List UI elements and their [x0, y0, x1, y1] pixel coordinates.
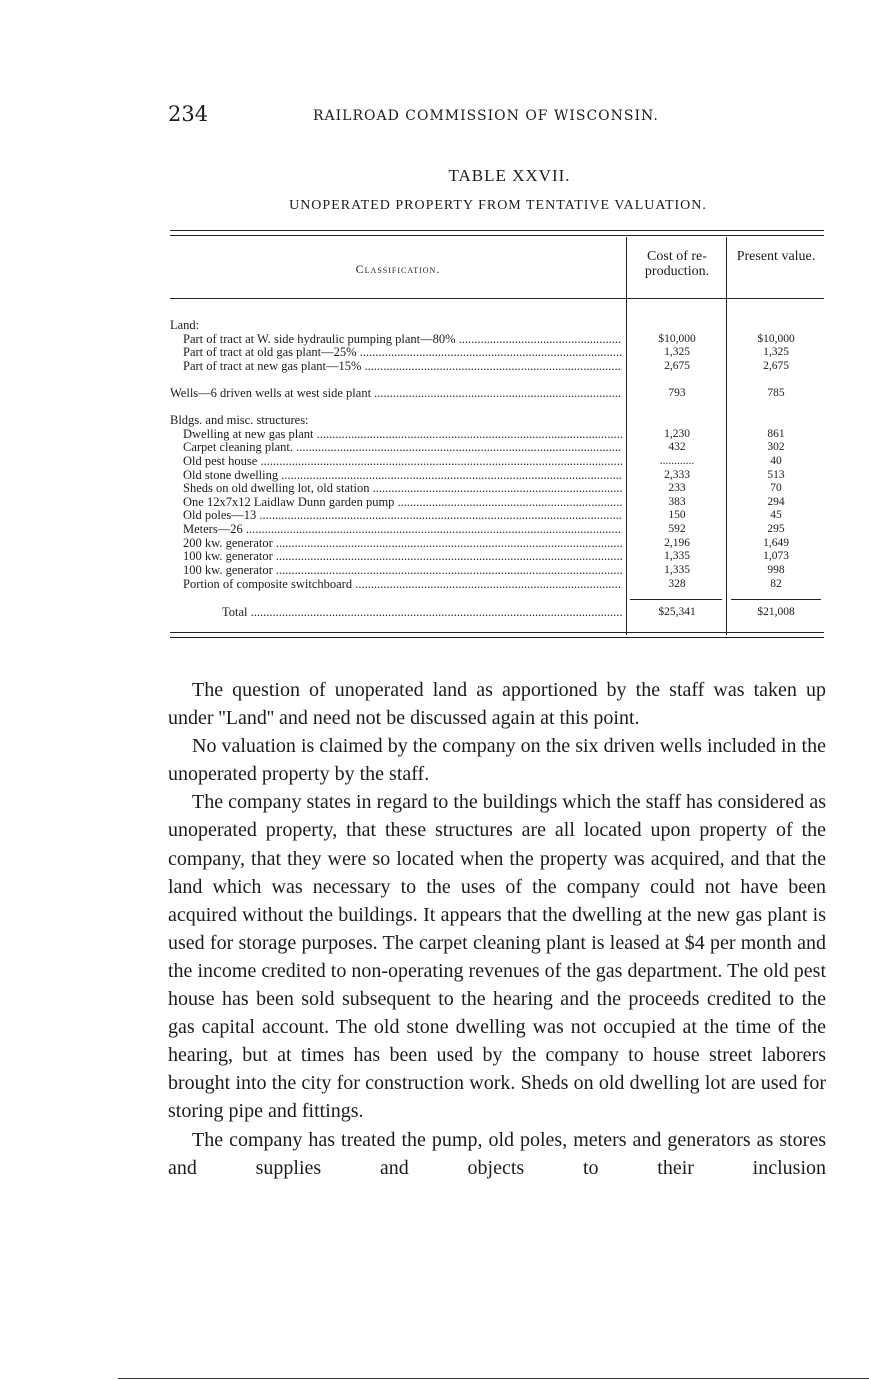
total-sum-rule-1: [630, 599, 722, 600]
body-text: [168, 676, 826, 1182]
table-row: Old pest house ..... ............ 40: [170, 455, 824, 469]
table-top-rule: [170, 230, 824, 231]
footer-rule: [118, 1378, 869, 1379]
table-row: Wells—6 driven wells at west side plant ..... 793 785: [170, 387, 824, 401]
header-present-value: Present value.: [736, 249, 816, 264]
total-group: [170, 606, 824, 620]
table-row: Meters—26 ..... 592 295: [170, 523, 824, 537]
table-subtitle: UNOPERATED PROPERTY FROM TENTATIVE VALUATION.: [289, 198, 707, 213]
paragraph: The question of unoperated land as apportioned by the staff was taken up under ''Land'' and need not be discussed again at this point.: [168, 679, 826, 730]
buildings-group: [170, 414, 824, 591]
page-number: 234: [168, 102, 209, 126]
paragraph: No valuation is claimed by the company on the six driven wells included in the unoperated property by the staff.: [168, 735, 826, 786]
table-row: Old stone dwelling ..... 2,333 513: [170, 469, 824, 483]
paragraph: The company has treated the pump, old poles, meters and generators as stores and supplies and objects to their inclusion: [168, 1128, 826, 1179]
header-cost-of-reproduction: Cost of re-production.: [644, 249, 710, 279]
running-head: RAILROAD COMMISSION OF WISCONSIN.: [313, 108, 659, 124]
table-row: Portion of composite switchboard ..... 328 82: [170, 578, 824, 592]
wells-group: [170, 387, 824, 401]
table-title: TABLE XXVII.: [448, 166, 571, 185]
page-header: [168, 102, 828, 132]
table-row: 200 kw. generator ..... 2,196 1,649: [170, 537, 824, 551]
table-row: Part of tract at W. side hydraulic pumping plant—80% ..... $10,000 $10,000: [170, 333, 824, 347]
header-classification: Classification.: [355, 262, 441, 276]
table-row: Part of tract at old gas plant—25% ..... 1,325 1,325: [170, 346, 824, 360]
table-top-rule-2: [170, 235, 824, 236]
total-row: Total ..... $25,341 $21,008: [170, 606, 824, 620]
table-bottom-rule-2: [170, 637, 824, 638]
land-group: [170, 319, 824, 374]
table-row: Old poles—13 ..... 150 45: [170, 509, 824, 523]
table-row: Sheds on old dwelling lot, old station ..... 233 70: [170, 482, 824, 496]
table-row: One 12x7x12 Laidlaw Dunn garden pump ..... 383 294: [170, 496, 824, 510]
table-row: 100 kw. generator ..... 1,335 1,073: [170, 550, 824, 564]
table-row: Part of tract at new gas plant—15% ..... 2,675 2,675: [170, 360, 824, 374]
table-row: 100 kw. generator ..... 1,335 998: [170, 564, 824, 578]
table-row: Land:: [170, 319, 200, 332]
paragraph: The company states in regard to the buildings which the staff has considered as unoperated property, that these structures are all located upon property of the company, that they were so located when the property was acquired, and that the land which was necessary to the uses of the company could not have been acquired without the buildings. It appears that the dwelling at the new gas plant is used for storage purposes. The carpet cleaning plant is leased at $4 per month and the income credited to non-operating revenues of the gas department. The old pest house has been sold subsequent to the hearing and the proceeds credited to the gas capital account. The old stone dwelling was not occupied at the time of the hearing, but at times has been used by the company to house street laborers brought into the city for construction work. Sheds on old dwelling lot are used for storing pipe and fittings.: [168, 791, 826, 1123]
table-row: Bldgs. and misc. structures:: [170, 414, 309, 427]
table-row: Dwelling at new gas plant ..... 1,230 861: [170, 428, 824, 442]
table-row: Carpet cleaning plant. ..... 432 302: [170, 441, 824, 455]
total-sum-rule-2: [731, 599, 821, 600]
table-bottom-rule: [170, 632, 824, 633]
